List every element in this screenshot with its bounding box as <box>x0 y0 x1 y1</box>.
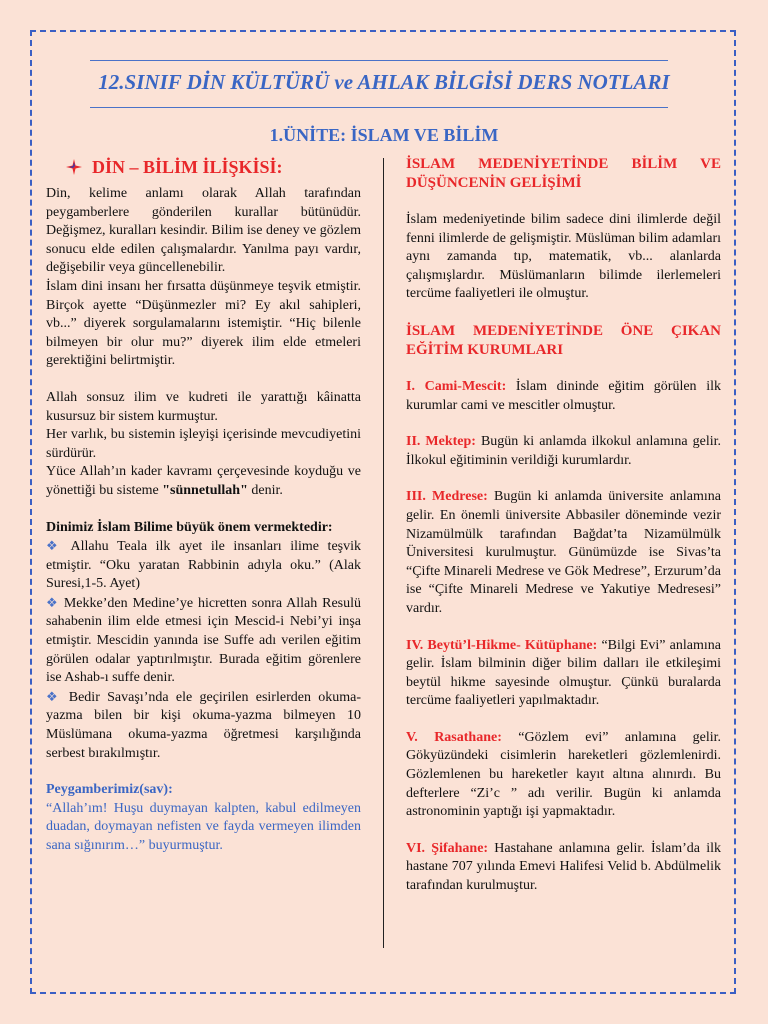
institution-item <box>406 378 721 415</box>
section-heading <box>66 155 361 179</box>
paragraph: Her varlık, bu sistemin işleyişi içerisinde mevcudiyetini sürdürür. <box>46 427 361 461</box>
institution-item <box>406 488 721 618</box>
hadith-heading: Peygamberimiz(sav): <box>46 782 173 798</box>
hadith-text: “Allah’ım! Huşu duymayan kalpten, kabul edilmeyen duadan, doymayan nefisten ve fayda vermeyen ilimden sana sığınırım…” <box>46 800 361 853</box>
institution-item <box>406 840 721 896</box>
section-title: DİN – BİLİM İLİŞKİSİ: <box>92 156 283 177</box>
column-divider <box>383 158 384 948</box>
left-column <box>46 155 361 856</box>
text: denir. <box>247 482 283 498</box>
paragraph: Allah sonsuz ilim ve kudreti ile yarattığı kâinatta kusursuz bir sistem kurmuştur. <box>46 389 361 424</box>
institution-text: Bugün ki anlamda ilkokul anlamına gelir. İlkokul eğitiminin verildiği kurumlardır. <box>406 434 722 468</box>
institution-label: III. Medrese: <box>406 489 488 505</box>
paragraph <box>46 463 361 500</box>
institution-label: IV. Beytü’l-Hikme- Kütüphane: <box>406 637 598 653</box>
paragraph: İslam dini insanı her fırsatta düşünmeye teşvik etmiştir. Birçok ayette “Düşünmezler mi? Ey akıl sahipleri, vb...” diyerek sorgulamalarını istemiştir. “Hiç bilenle bilmeyen bir olur mu?” diyerek ilim elde etmeleri gerektiğini belirtmiştir. <box>46 278 361 369</box>
title-top-rule <box>90 60 668 61</box>
list-item-text: Bedir Savaşı’nda ele geçirilen esirlerden okuma-yazma bilen bir kişi okuma-yazma bilmeyen 10 Müslümana okuma-yazma öğretmesi karşılığında serbest bırakılmıştır. <box>46 689 362 761</box>
institution-text: İslam dininde eğitim görülen ilk kurumlar cami ve mescitler olmuştur. <box>406 378 721 413</box>
institution-item <box>406 637 721 711</box>
institution-text: Hastahane anlamına gelir. İslam’da ilk hastane 707 yılında Emevi Halifesi Velid b. Abdülmelik tarafından kurulmuştur. <box>406 840 721 894</box>
heading-education-institutions: İSLAM MEDENİYETİNDE ÖNE ÇIKAN EĞİTİM KURUMLARI <box>406 322 721 358</box>
institution-text: “Gözlem evi” anlamına gelir. Gökyüzündeki cisimlerin hareketleri gözlemlenirdi. Gözlemlenen bu hareketler kayıt altına alınırdı. Bu defterlere “Zi’c ” adı verilir. Bugün ki anlamda astronominin yaptığı işi yapmaktadır. <box>406 729 721 820</box>
hadith-suffix: buyurmuştur. <box>145 838 223 853</box>
diamond-bullet-icon: ❖ <box>46 688 62 704</box>
four-point-star-icon <box>66 159 82 175</box>
institution-label: V. Rasathane: <box>406 729 502 745</box>
sunnetullah-term: "sünnetullah" <box>162 482 248 498</box>
hadith-quote <box>46 800 361 856</box>
title-bottom-rule <box>90 107 668 108</box>
institution-item <box>406 433 721 470</box>
right-column <box>406 155 721 896</box>
institution-label: VI. Şifahane: <box>406 840 489 856</box>
diamond-bullet-icon: ❖ <box>46 538 63 554</box>
document-title: 12.SINIF DİN KÜLTÜRÜ ve AHLAK BİLGİSİ DERS NOTLARI <box>98 70 670 94</box>
heading-science-development: İSLAM MEDENİYETİNDE BİLİM VE DÜŞÜNCENİN GELİŞİMİ <box>406 156 721 191</box>
list-item-text: Mekke’den Medine’ye hicretten sonra Allah Resulü sahabenin ilim elde etmesi için Mescid-i Nebi’yi inşa etmiştir. Mescidin yanında ise Suffe adı verilen eğitim görülen odalar yaptırılmıştır. Burada eğitim görenlere ise Ashab-ı suffe denir. <box>46 595 362 686</box>
importance-heading: Dinimiz İslam Bilime büyük önem vermektedir: <box>46 519 333 535</box>
unit-title: 1.ÜNİTE: İSLAM VE BİLİM <box>269 125 499 145</box>
list-item <box>46 688 361 763</box>
paragraph: İslam medeniyetinde bilim sadece dini ilimlerde değil fenni ilimlerde de gelişmiştir. Müslüman bilim adamları aynı zamanda tıp, matematik, vb... alanlarda çalışmışlardır. Müslümanların bilimde ilerlemeleri tercüme faaliyetleri ile olmuştur. <box>406 212 721 302</box>
institution-text: “Bilgi Evi” anlamına gelir. İslam bilminin diğer bilim dalları ile etkileşimi beytül hikme sayesinde olmuştur. Çünkü buralarda tercüme faaliyetleri yapılmaktadır. <box>406 637 721 709</box>
list-item <box>46 537 361 594</box>
institution-label: II. Mektep: <box>406 434 476 450</box>
paragraph: Din, kelime anlamı olarak Allah tarafından peygamberlere gönderilen kurallar bütünüdür. Değişmez, kuralları kesindir. Bilim ise deney ve gözlem sonucu elde edilen çalışmalardır. Yanılma payı vardır, değişebilir veya güncellenebilir. <box>46 186 361 276</box>
institution-label: I. Cami-Mescit: <box>406 378 507 394</box>
diamond-bullet-icon: ❖ <box>46 594 60 610</box>
institution-text: Bugün ki anlamda üniversite anlamına gelir. En önemli üniversite Abbasiler döneminde vezir Nizamülmülk tarafından Bağdat’ta Nizamülmülk Üniversitesi kurulmuştur. Günümüzde ise Sivas’ta “Çifte Minareli Medrese ve Gök Medrese”, Erzurum’da ise “Çifte Minareli Medrese ve Yakutiye Medresesi” vardır. <box>406 489 722 616</box>
list-item-text: Allahu Teala ilk ayet ile insanları ilime teşvik etmiştir. “Oku yaratan Rabbinin adıyla oku.” (Alak Suresi,1-5. Ayet) <box>46 539 361 592</box>
institution-item <box>406 729 721 822</box>
text: Yüce Allah’ın kader kavramı çerçevesinde koyduğu ve yönettiği bu sisteme <box>46 464 361 498</box>
list-item <box>46 594 361 688</box>
